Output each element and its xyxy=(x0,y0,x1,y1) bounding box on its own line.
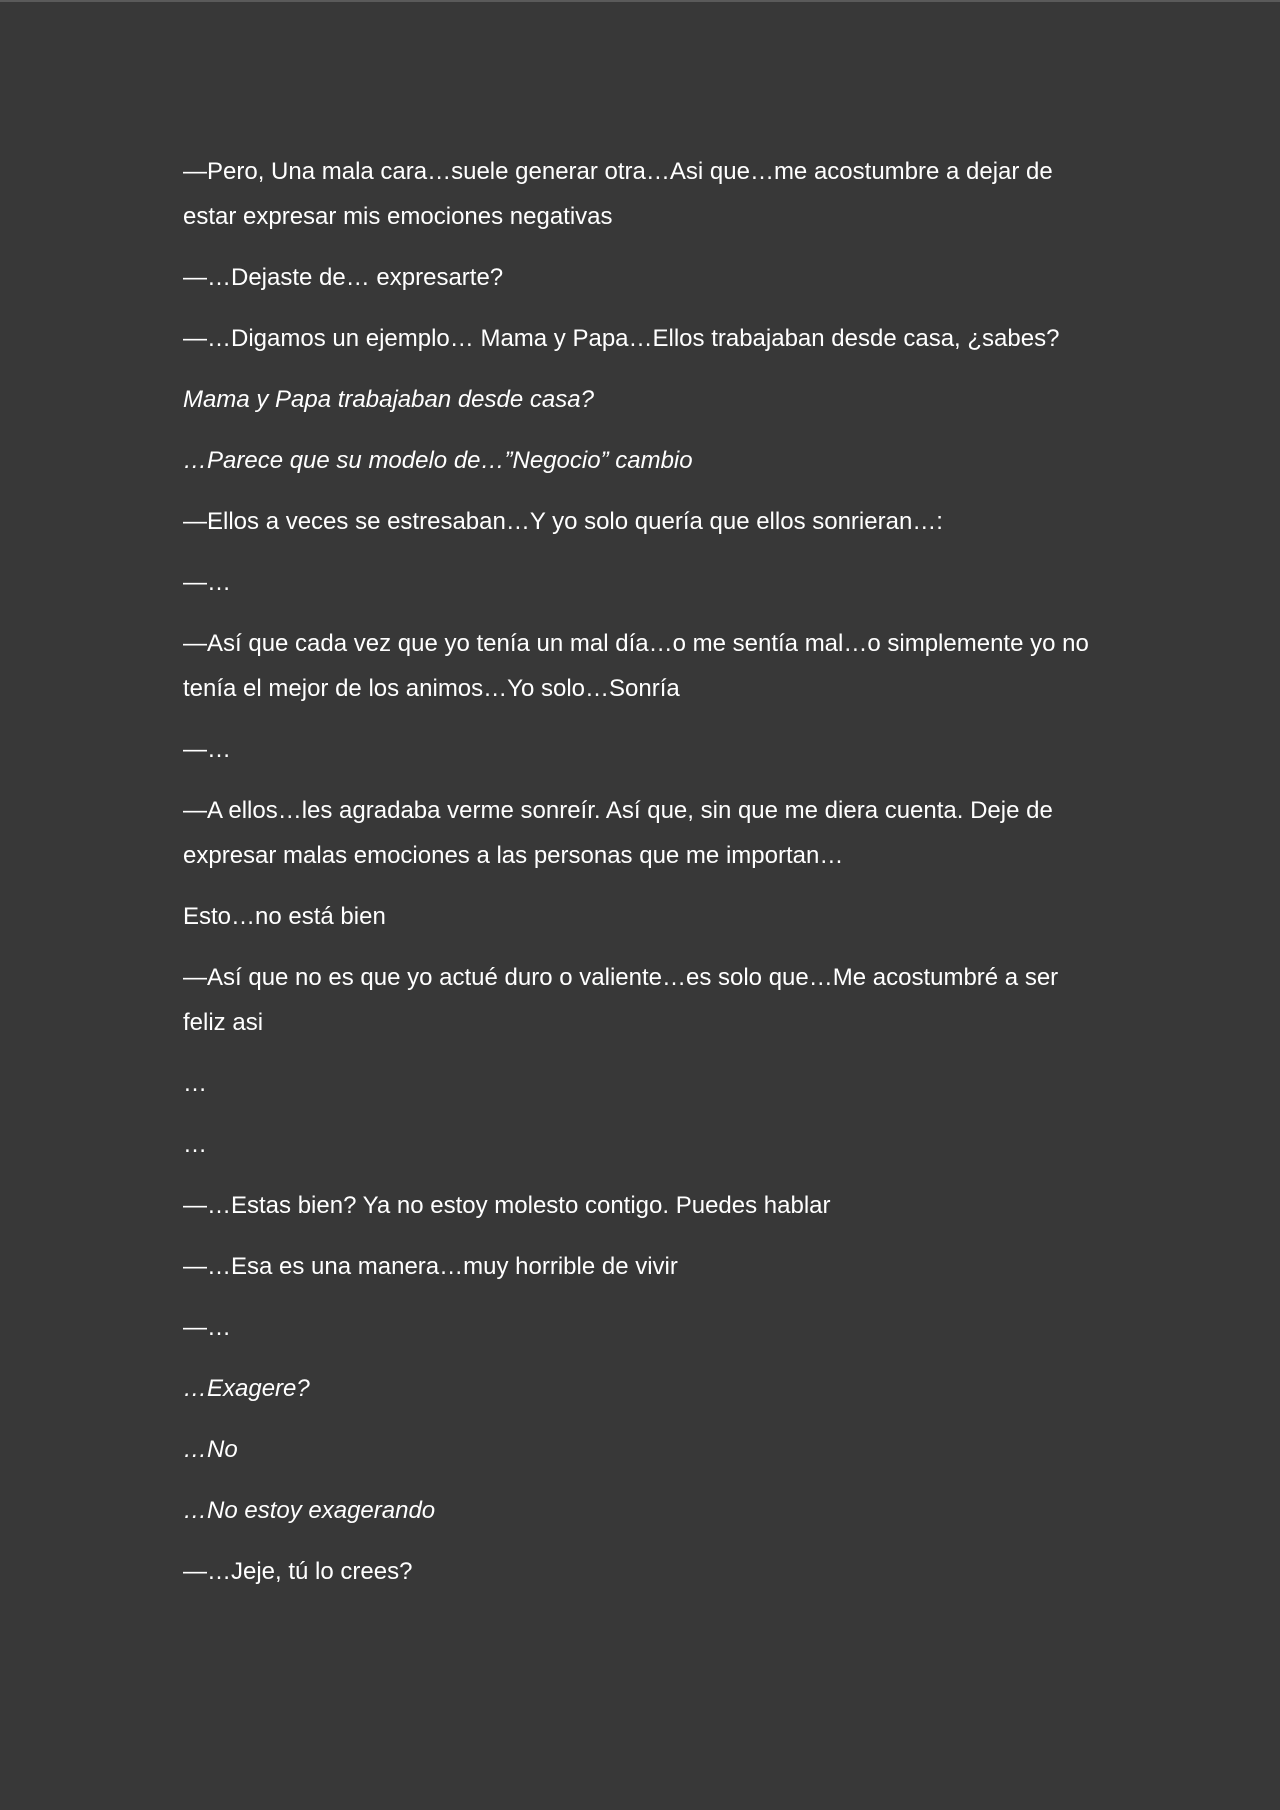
paragraph: —…Dejaste de… expresarte? xyxy=(183,264,504,291)
paragraph: —Ellos a veces se estresaban…Y yo solo quería que ellos sonrieran…: xyxy=(183,508,943,535)
paragraph: —Así que no es que yo actué duro o valiente…es solo que…Me acostumbré a ser feliz asi xyxy=(183,964,1059,1036)
paragraph: … xyxy=(183,1070,207,1097)
paragraph: —…Estas bien? Ya no estoy molesto contigo. Puedes hablar xyxy=(183,1192,831,1219)
paragraph: —… xyxy=(183,736,231,763)
paragraph: —… xyxy=(183,1314,231,1341)
document-body xyxy=(183,149,1103,1610)
italic-paragraph: …No estoy exagerando xyxy=(183,1497,436,1524)
italic-paragraph: Mama y Papa trabajaban desde casa? xyxy=(183,386,594,413)
paragraph: —…Digamos un ejemplo… Mama y Papa…Ellos trabajaban desde casa, ¿sabes? xyxy=(183,325,1060,352)
paragraph: —… xyxy=(183,569,231,596)
paragraph: —Así que cada vez que yo tenía un mal día…o me sentía mal…o simplemente yo no tenía el mejor de los animos…Yo solo…Sonría xyxy=(183,630,1089,702)
paragraph: —…Esa es una manera…muy horrible de vivir xyxy=(183,1253,678,1280)
paragraph: … xyxy=(183,1131,207,1158)
paragraph: Esto…no está bien xyxy=(183,903,386,930)
italic-paragraph: …Parece que su modelo de…”Negocio” cambio xyxy=(183,447,693,474)
italic-paragraph: …Exagere? xyxy=(183,1375,310,1402)
paragraph: —A ellos…les agradaba verme sonreír. Así que, sin que me diera cuenta. Deje de expresar malas emociones a las personas que me importan… xyxy=(183,797,1053,869)
paragraph: —Pero, Una mala cara…suele generar otra…Asi que…me acostumbre a dejar de estar expresar mis emociones negativas xyxy=(183,158,1053,230)
paragraph: —…Jeje, tú lo crees? xyxy=(183,1558,413,1585)
italic-paragraph: …No xyxy=(183,1436,238,1463)
